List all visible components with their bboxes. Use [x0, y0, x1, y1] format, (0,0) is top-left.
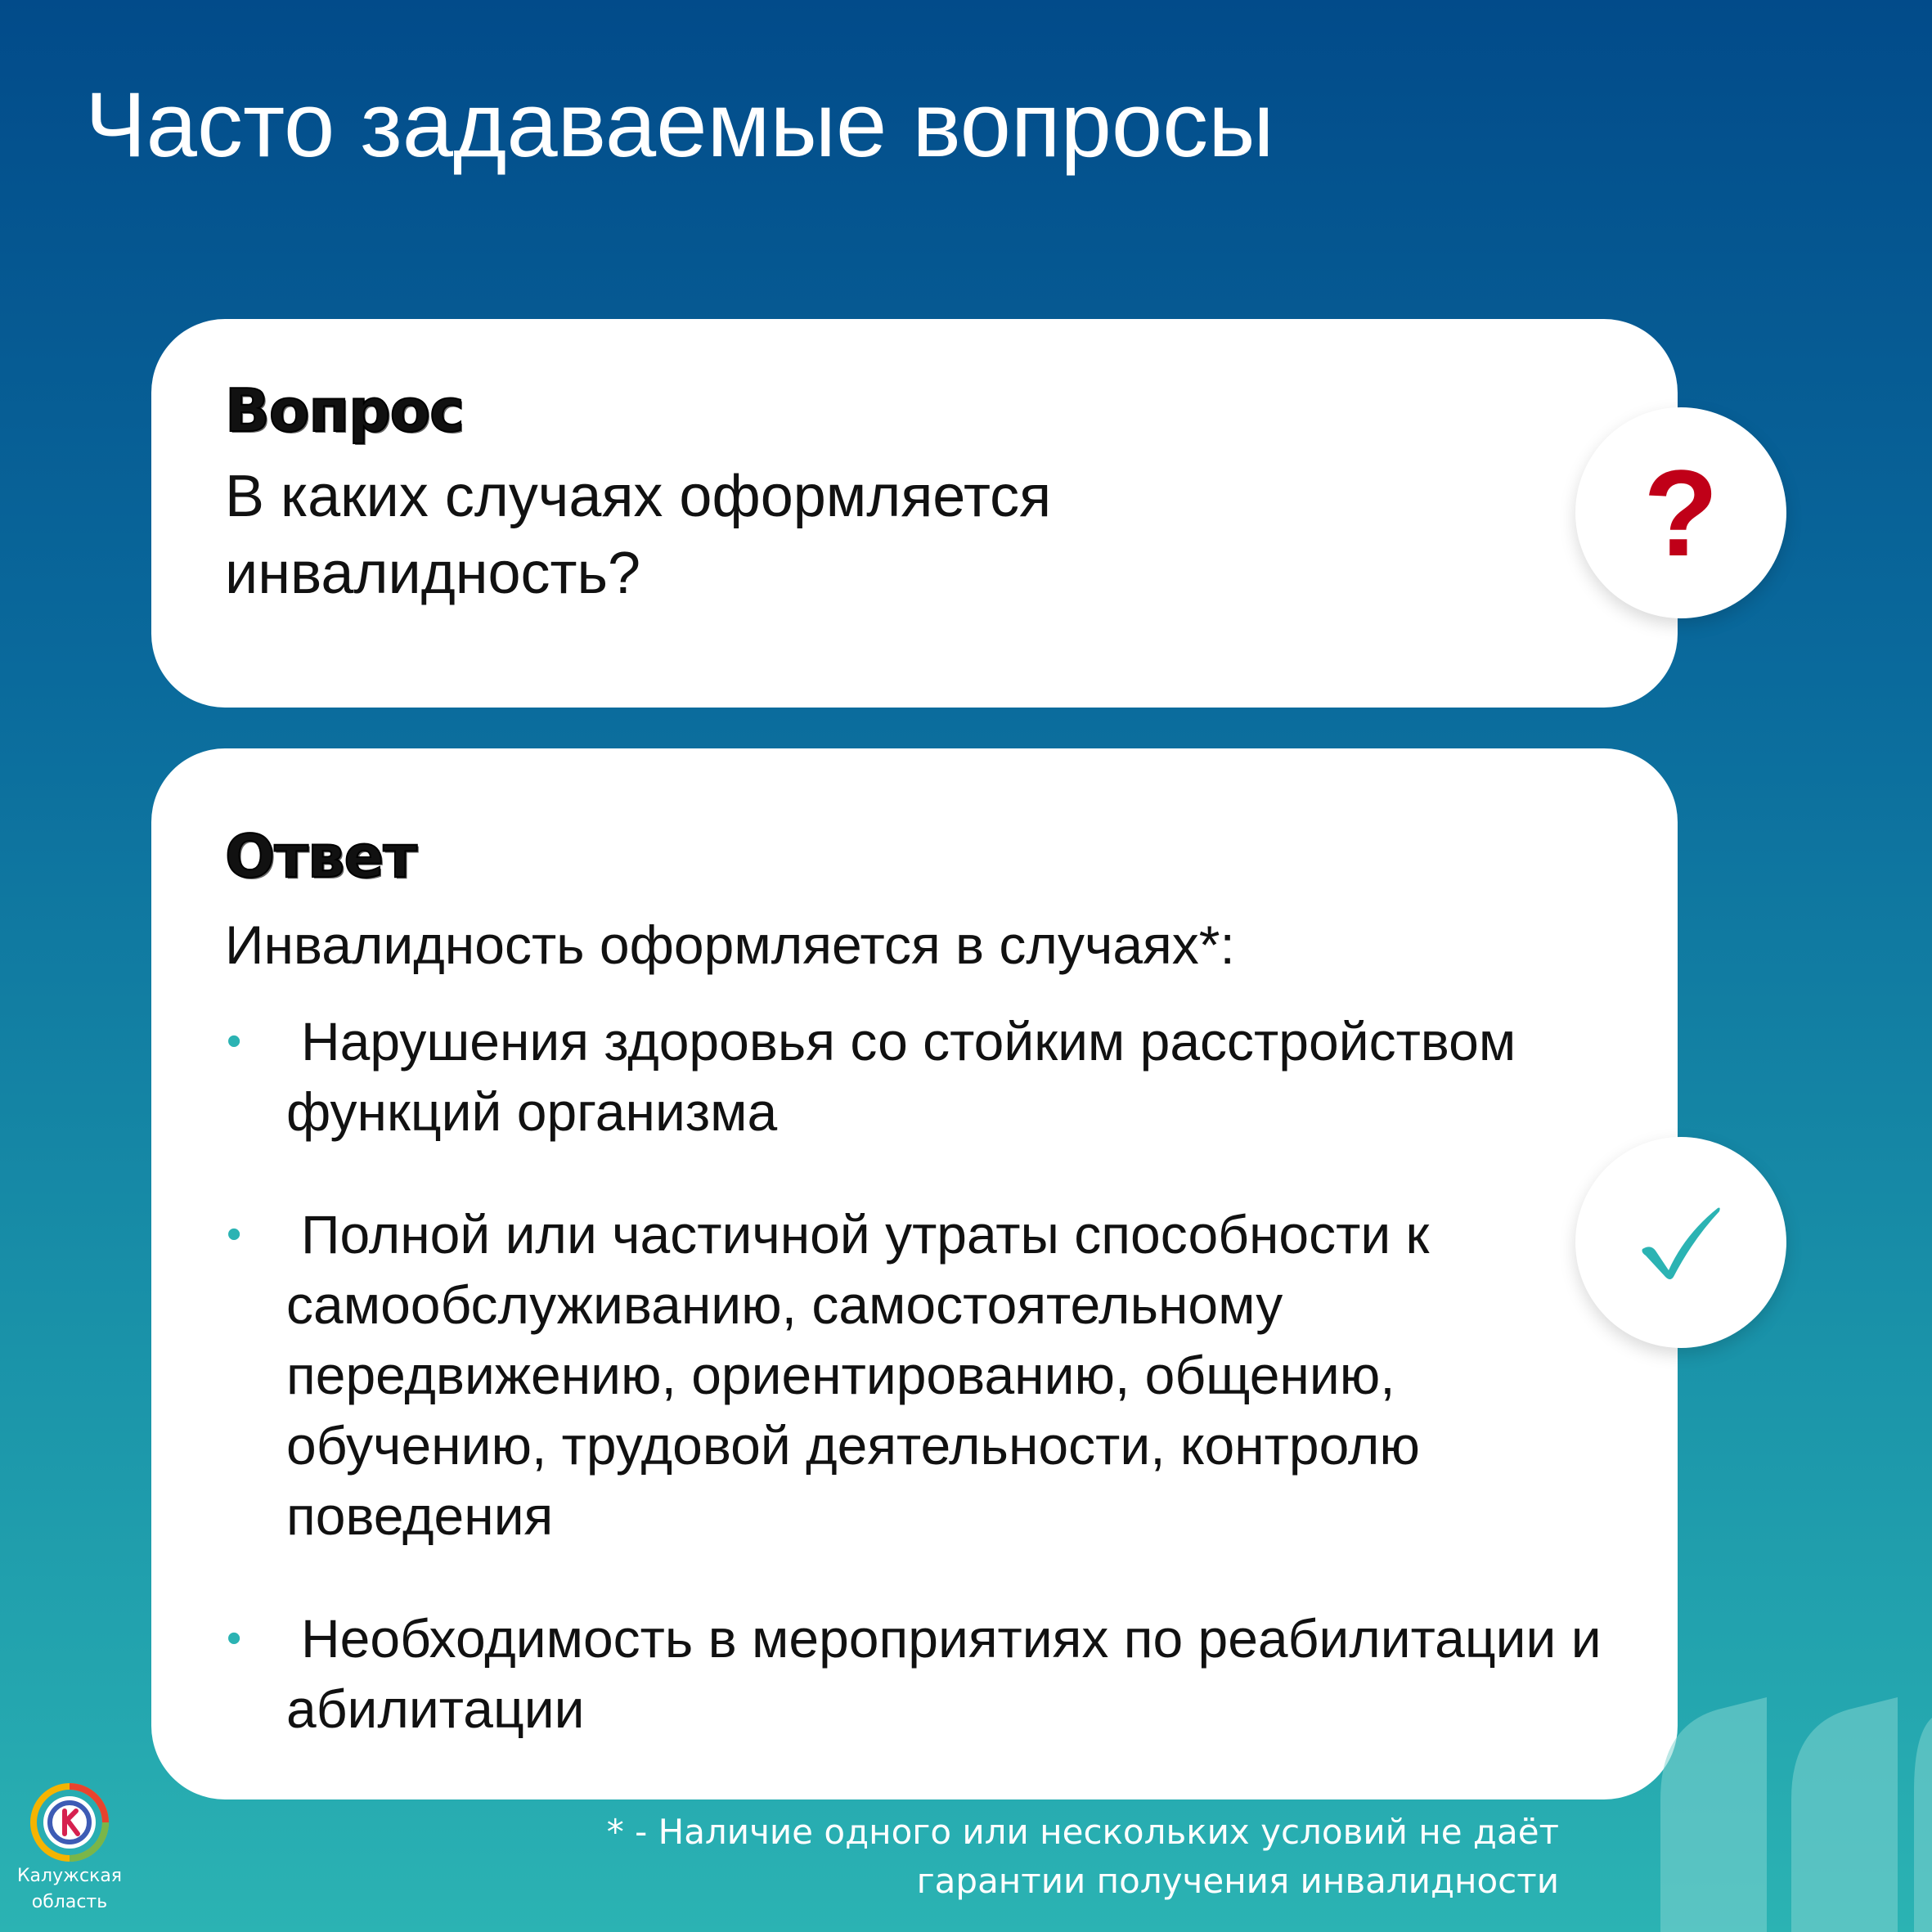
logo-text-line-1: Калужская: [16, 1866, 123, 1886]
answer-card: [151, 748, 1678, 1799]
question-heading: Вопрос: [225, 376, 464, 445]
check-badge: [1575, 1137, 1786, 1348]
list-item: [225, 1006, 1615, 1147]
checkmark-icon: [1636, 1202, 1726, 1283]
list-item: [225, 1199, 1615, 1551]
question-mark-icon: ?: [1643, 444, 1719, 582]
bullet-icon: •: [227, 1018, 242, 1065]
question-badge: [1575, 407, 1786, 618]
decorative-shapes-icon: [1652, 1693, 1932, 1932]
answer-list: [225, 1006, 1615, 1796]
question-text: В каких случаях оформляется инвалидность?: [225, 464, 1052, 606]
question-card: [151, 319, 1678, 708]
bullet-icon: •: [227, 1211, 242, 1258]
region-logo: [16, 1783, 123, 1914]
logo-text-line-2: область: [31, 1892, 108, 1912]
answer-heading: Ответ: [225, 822, 417, 891]
bullet-icon: •: [227, 1615, 242, 1662]
footnote: [607, 1808, 1559, 1906]
kaluga-region-logo-icon: [30, 1783, 109, 1862]
page-title: Часто задаваемые вопросы: [85, 74, 1274, 176]
list-item-text: Необходимость в мероприятиях по реабилитации и абилитации: [286, 1608, 1602, 1739]
answer-intro: Инвалидность оформляется в случаях*:: [225, 914, 1235, 975]
footnote-line-2: гарантии получения инвалидности: [916, 1861, 1559, 1901]
list-item-text: Нарушения здоровья со стойким расстройством функций организма: [286, 1011, 1516, 1142]
list-item-text: Полной или частичной утраты способности к самообслуживанию, самостоятельному передвижению, ориентированию, общению, обучению, трудовой деятельности, контролю поведения: [286, 1204, 1430, 1546]
footnote-line-1: * - Наличие одного или нескольких условий не даёт: [606, 1812, 1559, 1852]
list-item: [225, 1603, 1615, 1744]
